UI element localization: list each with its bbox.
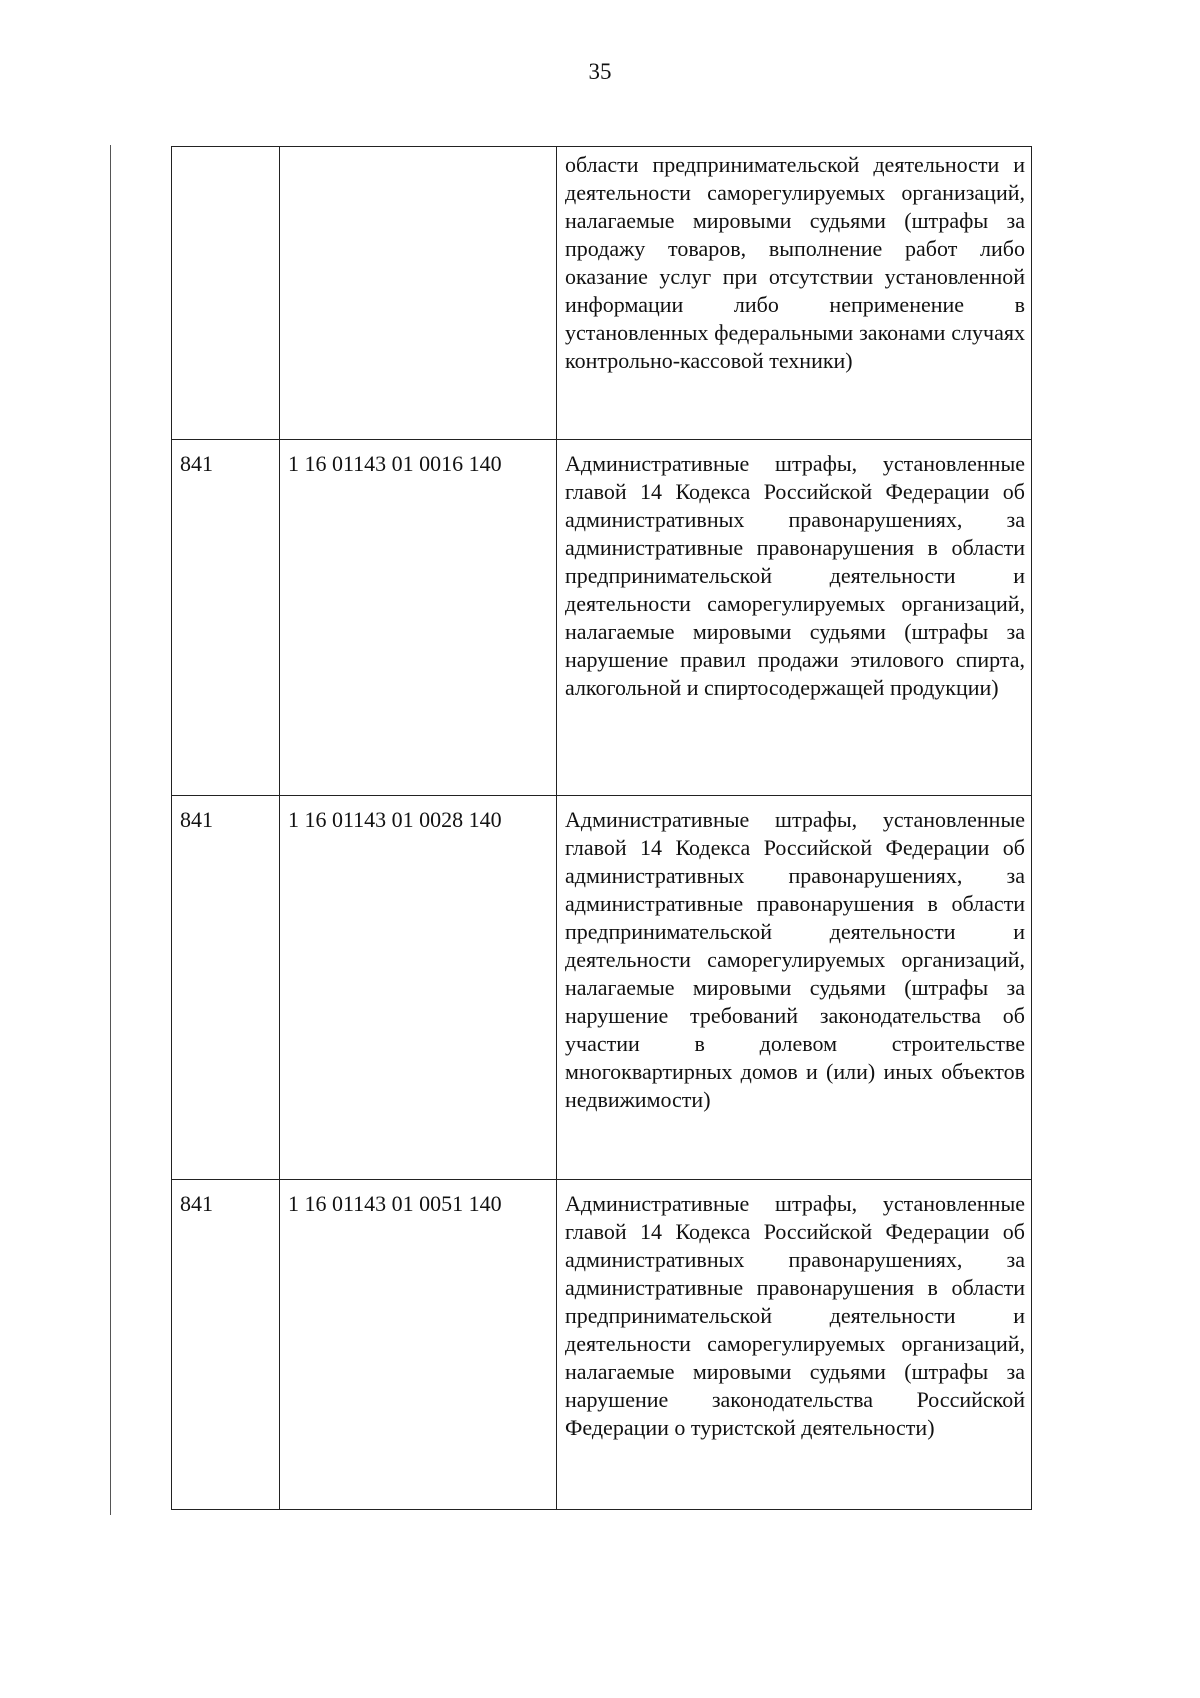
kbk-code-cell: 1 16 01143 01 0016 140 bbox=[280, 440, 557, 796]
admin-code-cell: 841 bbox=[172, 440, 280, 796]
table-row bbox=[172, 796, 1032, 1180]
description-cell: Административные штрафы, установленные главой 14 Кодекса Российской Федерации об административных правонарушениях, за административные правонарушения в области предпринимательской деятельности и деятельности саморегулируемых организаций, налагаемые мировыми судьями (штрафы за нарушение требований законодательства об участии в долевом строительстве многоквартирных домов и (или) иных объектов недвижимости) bbox=[557, 796, 1032, 1180]
description-cell: Административные штрафы, установленные главой 14 Кодекса Российской Федерации об административных правонарушениях, за административные правонарушения в области предпринимательской деятельности и деятельности саморегулируемых организаций, налагаемые мировыми судьями (штрафы за нарушение правил продажи этилового спирта, алкогольной и спиртосодержащей продукции) bbox=[557, 440, 1032, 796]
admin-code-cell: 841 bbox=[172, 796, 280, 1180]
fines-table bbox=[171, 146, 1032, 1510]
admin-code-cell bbox=[172, 147, 280, 440]
table-row bbox=[172, 1180, 1032, 1510]
table-row bbox=[172, 147, 1032, 440]
description-cell: Административные штрафы, установленные главой 14 Кодекса Российской Федерации об административных правонарушениях, за административные правонарушения в области предпринимательской деятельности и деятельности саморегулируемых организаций, налагаемые мировыми судьями (штрафы за нарушение законодательства Российской Федерации о туристской деятельности) bbox=[557, 1180, 1032, 1510]
kbk-code-cell: 1 16 01143 01 0051 140 bbox=[280, 1180, 557, 1510]
table-row bbox=[172, 440, 1032, 796]
kbk-code-cell bbox=[280, 147, 557, 440]
kbk-code-cell: 1 16 01143 01 0028 140 bbox=[280, 796, 557, 1180]
admin-code-cell: 841 bbox=[172, 1180, 280, 1510]
page-number: 35 bbox=[588, 59, 612, 84]
description-cell: области предпринимательской деятельности и деятельности саморегулируемых организаций, налагаемые мировыми судьями (штрафы за продажу товаров, выполнение работ либо оказание услуг при отсутствии установленной информации либо неприменение в установленных федеральными законами случаях контрольно-кассовой техники) bbox=[557, 147, 1032, 440]
binding-margin-line bbox=[110, 145, 111, 1515]
